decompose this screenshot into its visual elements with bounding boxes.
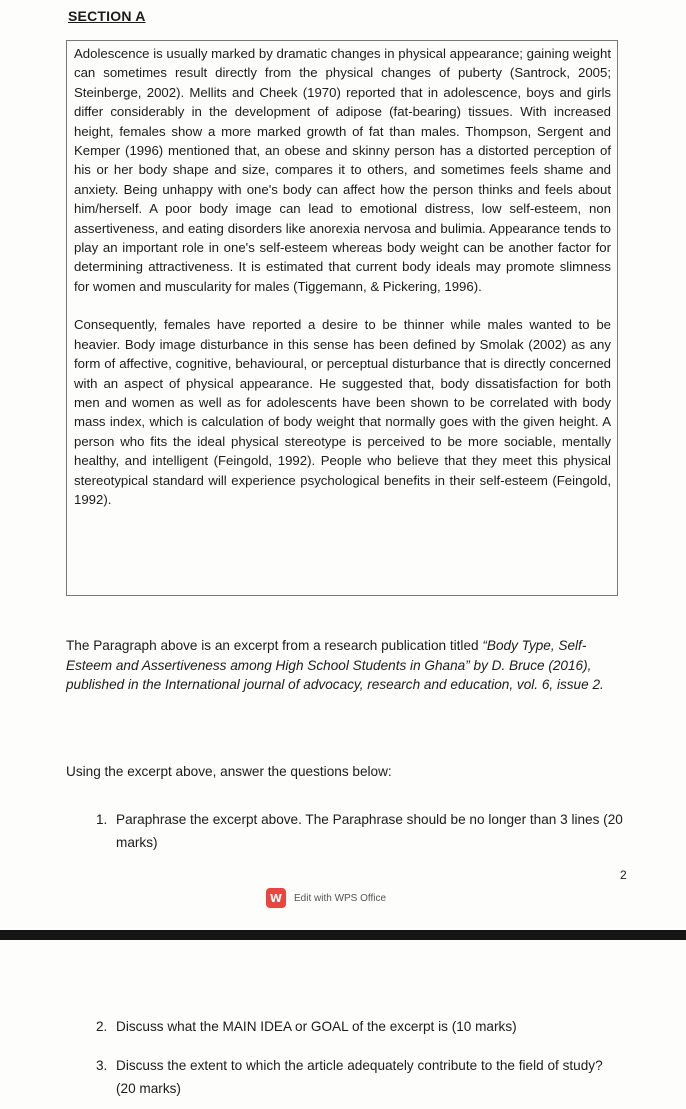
question-2 (96, 1015, 626, 1038)
section-title: SECTION A (68, 8, 146, 24)
page-break-divider (0, 930, 686, 940)
wps-watermark[interactable] (266, 888, 386, 908)
wps-logo-icon: W (266, 888, 286, 908)
question-text: Paraphrase the excerpt above. The Paraphrase should be no longer than 3 lines (20 marks) (116, 812, 623, 850)
source-note-citation: “Body Type, Self-Esteem and Assertiveness among High School Students in Ghana” by D. Bruce (2016), published in the International journal of advocacy, research and education, vol. 6, issue 2. (66, 638, 604, 692)
instruction-text: Using the excerpt above, answer the questions below: (66, 764, 392, 779)
question-1 (96, 808, 626, 854)
question-number: 3. (96, 1058, 108, 1073)
question-number: 1. (96, 812, 108, 827)
source-note-lead: The Paragraph above is an excerpt from a research publication titled (66, 638, 483, 653)
question-text: Discuss what the MAIN IDEA or GOAL of the excerpt is (10 marks) (116, 1019, 517, 1034)
excerpt-paragraph-1: Adolescence is usually marked by dramatic changes in physical appearance; gaining weight can sometimes result directly from the physical changes of puberty (Santrock, 2005; Steinberge, 2002). Mellits and Cheek (1970) reported that in adolescence, boys and girls differ considerably in the development of adipose (fat-bearing) tissues. With increased height, females show a more marked growth of fat than males. Thompson, Sergent and Kemper (1996) mentioned that, an obese and skinny person has a distorted perception of his or her body shape and size, compares it to others, and sometimes feels shame and anxiety. Being unhappy with one's body can affect how the person thinks and feels about him/herself. A poor body image can lead to emotional distress, low self-esteem, non assertiveness, and eating disorders like anorexia nervosa and bulimia. Appearance tends to play an important role in one's self-esteem whereas body weight can be another factor for determining attractiveness. It is estimated that current body ideals may promote slimness for women and muscularity for males (Tiggemann, & Pickering, 1996). (74, 46, 611, 294)
wps-edit-link[interactable]: Edit with WPS Office (294, 892, 387, 904)
page-number: 2 (620, 868, 627, 882)
question-3 (96, 1054, 626, 1100)
question-text: Discuss the extent to which the article adequately contribute to the field of study? (20 marks) (116, 1058, 603, 1096)
excerpt-box (66, 40, 618, 596)
source-note (66, 636, 606, 695)
excerpt-paragraph-2: Consequently, females have reported a desire to be thinner while males wanted to be heavier. Body image disturbance in this sense has been defined by Smolak (2002) as any form of affective, cognitive, behavioural, or perceptual disturbance that is directly concerned with an aspect of physical appearance. He suggested that, body dissatisfaction for both men and women as well as for adolescents have been shown to be correlated with body mass index, which is calculation of body weight that normally goes with the given height. A person who fits the ideal physical stereotype is perceived to be more sociable, mentally healthy, and intelligent (Feingold, 1992). People who believe that they meet this physical stereotypical standard will experience psychological benefits in their self-esteem (Feingold, 1992). (74, 317, 611, 507)
question-number: 2. (96, 1019, 108, 1034)
